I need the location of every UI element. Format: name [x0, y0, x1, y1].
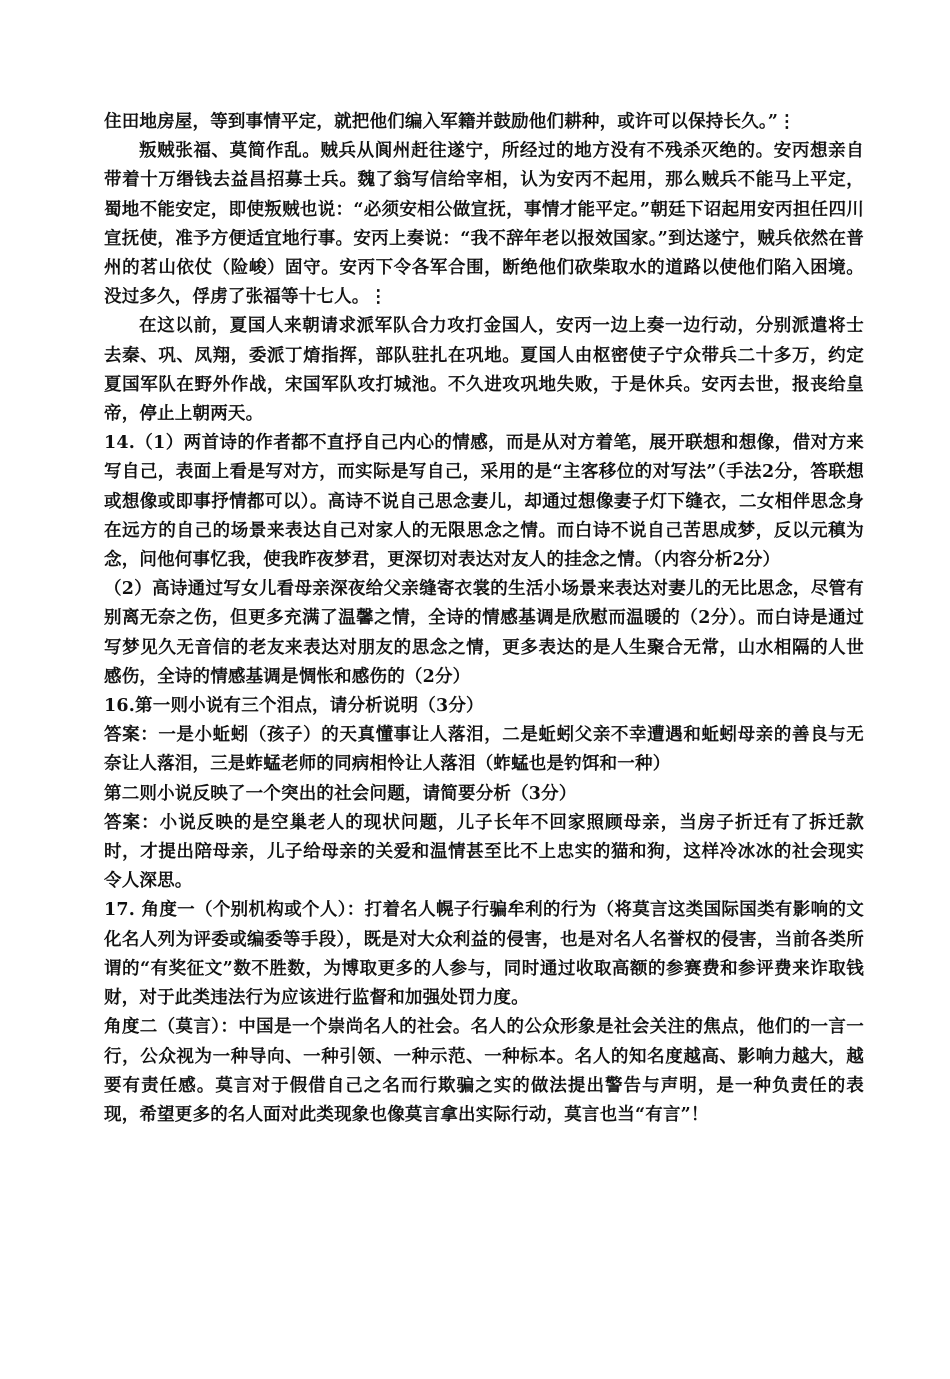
answer-14-part-1: 14.（1）两首诗的作者都不直抒自己内心的情感，而是从对方着笔，展开联想和想像，借对方来写自己，表面上看是写对方，而实际是写自己，采用的是“主客移位的对写法”（手法2分，答联想或想像或即事抒情都可以）。高诗不说自己思念妻儿，却通过想像妻子灯下缝衣，二女相伴思念身在远方的自己的场景来表达自己对家人的无限思念之情。而白诗不说自己苦思成梦，反以元稹为念，问他何事忆我，使我昨夜梦君，更深切对表达对友人的挂念之情。（内容分析2分） — [104, 433, 864, 571]
answer-16-part-1: 答案：一是小蚯蚓（孩子）的天真懂事让人落泪，二是蚯蚓父亲不幸遭遇和蚯蚓母亲的善良与无奈让人落泪，三是蚱蜢老师的同病相怜让人落泪（蚱蜢也是钓饵和一种） — [104, 725, 864, 775]
paragraph-xia-alliance: 在这以前，夏国人来朝请求派军队合力攻打金国人，安丙一边上奏一边行动，分别派遣将士去秦、巩、凤翔，委派丁焴指挥，部队驻扎在巩地。夏国人由枢密使子宁众带兵二十多万，约定夏国军队在野外作战，宋国军队攻打城池。不久进攻巩地失败，于是休兵。安丙去世，报丧给皇帝，停止上朝两天。 — [104, 316, 864, 425]
question-16-part-2: 第二则小说反映了一个突出的社会问题，请简要分析（3分） — [104, 783, 577, 804]
paragraph-continuation: 住田地房屋，等到事情平定，就把他们编入军籍并鼓励他们耕种，或许可以保持长久。”⋮ — [104, 112, 796, 132]
answer-14-part-2: （2）高诗通过写女儿看母亲深夜给父亲缝寄衣裳的生活小场景来表达对妻儿的无比思念，尽管有别离无奈之伤，但更多充满了温馨之情，全诗的情感基调是欣慰而温暖的（2分）。而白诗是通过写梦见久无音信的老友来表达对朋友的思念之情，更多表达的是人生聚合无常，山水相隔的人世感伤，全诗的情感基调是惆怅和感伤的（2分） — [104, 579, 864, 687]
document-body — [104, 108, 864, 1130]
answer-17-angle-2: 角度二（莫言）：中国是一个崇尚名人的社会。名人的公众形象是社会关注的焦点，他们的一言一行，公众视为一种导向、一种引领、一种示范、一种标本。名人的知名度越高、影响力越大，越要有责任感。莫言对于假借自己之名而行欺骗之实的做法提出警告与声明，是一种负责任的表现，希望更多的名人面对此类现象也像莫言拿出实际行动，莫言也当“有言”！ — [104, 1017, 864, 1125]
paragraph-rebellion: 叛贼张福、莫简作乱。贼兵从阆州赶往遂宁，所经过的地方没有不残杀灭绝的。安丙想亲自带着十万缗钱去益昌招募士兵。魏了翁写信给宰相，认为安丙不起用，那么贼兵不能马上平定，蜀地不能安定，即使叛贼也说：“必须安相公做宣抚，事情才能平定。”朝廷下诏起用安丙担任四川宣抚使，准予方便适宜地行事。安丙上奏说：“我不辞年老以报效国家。”到达遂宁，贼兵依然在普州的茗山依仗（险峻）固守。安丙下令各军合围，断绝他们砍柴取水的道路以使他们陷入困境。没过多久，俘虏了张福等十七人。⋮ — [104, 141, 864, 308]
answer-17-angle-1: 17. 角度一（个别机构或个人）：打着名人幌子行骗牟利的行为（将莫言这类国际国类有影响的文化名人列为评委或编委等手段），既是对大众利益的侵害，也是对名人名誉权的侵害，当前各类所谓的“有奖征文”数不胜数，为博取更多的人参与，同时通过收取高额的参赛费和参评费来诈取钱财，对于此类违法行为应该进行监督和加强处罚力度。 — [104, 900, 864, 1009]
question-16-part-1: 16.第一则小说有三个泪点，请分析说明（3分） — [104, 696, 484, 717]
answer-16-part-2: 答案：小说反映的是空巢老人的现状问题，儿子长年不回家照顾母亲，当房子折迁有了拆迁款时，才提出陪母亲，儿子给母亲的关爱和温情甚至比不上忠实的猫和狗，这样冷冰冰的社会现实令人深思。 — [104, 812, 864, 892]
